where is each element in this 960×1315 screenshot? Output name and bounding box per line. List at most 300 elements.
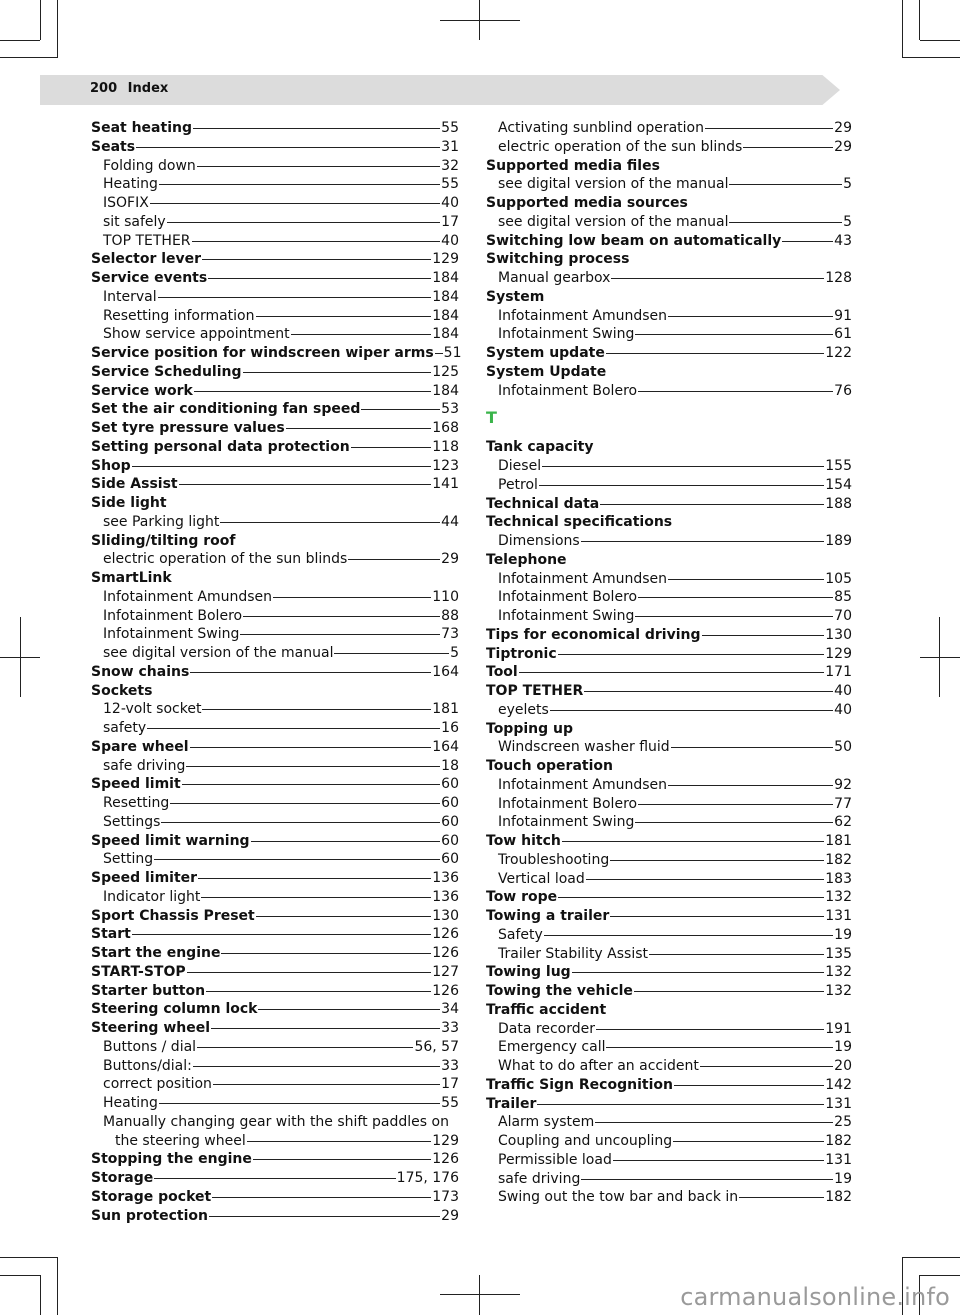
leader-line (606, 353, 824, 354)
leader-line (208, 278, 431, 279)
index-term: Sport Chassis Preset (91, 907, 255, 924)
index-term: Seat heating (91, 120, 192, 136)
leader-line (558, 654, 825, 655)
page-ref: 32 (441, 157, 459, 174)
index-entry (486, 438, 852, 457)
index-entry (91, 1150, 459, 1169)
leader-line (668, 785, 833, 786)
index-entry (91, 888, 459, 907)
leader-line (673, 1141, 824, 1142)
index-entry (486, 213, 852, 232)
leader-line (243, 372, 432, 373)
index-term: Service Scheduling (91, 363, 242, 380)
leader-line (202, 259, 431, 260)
index-entry (91, 363, 459, 382)
index-term: Snow chains (91, 663, 190, 680)
index-entry (91, 532, 459, 551)
leader-line (595, 1122, 833, 1123)
index-term: Technical specifications (486, 514, 673, 531)
leader-line (600, 504, 824, 505)
index-term: System Update (486, 363, 607, 380)
index-term: see digital version of the manual (498, 176, 729, 193)
index-entry (91, 400, 459, 419)
page-ref: 129 (432, 1132, 459, 1149)
index-entry (91, 982, 459, 1001)
index-term: Towing the vehicle (486, 983, 633, 999)
index-term: Trailer Stability Assist (498, 945, 649, 962)
leader-line (190, 747, 432, 748)
index-term: Speed limiter (91, 870, 198, 886)
index-entry (91, 344, 462, 363)
page-ref: 20 (834, 1058, 852, 1074)
index-term: Set the air conditioning fan speed (91, 401, 361, 418)
index-term: Traffic accident (486, 1001, 607, 1018)
index-term: see Parking light (103, 513, 220, 530)
leader-line (209, 1216, 440, 1217)
index-entry (91, 232, 459, 251)
leader-line (132, 934, 431, 935)
section-letter-text: T (486, 408, 497, 428)
index-term: sit safely (103, 213, 166, 230)
index-entry (486, 138, 852, 157)
index-entry (91, 325, 459, 344)
page-ref: 131 (825, 1151, 852, 1168)
index-term: Infotainment Swing (498, 326, 635, 343)
index-entry (486, 1113, 852, 1132)
page-ref: 126 (432, 982, 459, 999)
leader-line (243, 616, 440, 617)
page-ref: 55 (441, 120, 459, 136)
page-ref: 29 (834, 120, 852, 136)
index-term: safety (103, 720, 147, 736)
index-entry (91, 663, 459, 682)
leader-line (739, 1197, 824, 1198)
index-entry (91, 569, 459, 588)
leader-line (211, 1028, 440, 1029)
index-term: Trailer (486, 1095, 537, 1112)
leader-line (705, 128, 833, 129)
index-entry (91, 869, 459, 888)
page-ref: 31 (441, 138, 459, 155)
leader-line (198, 878, 431, 879)
leader-line (193, 128, 440, 129)
index-term: Start the engine (91, 945, 221, 961)
index-term: Infotainment Amundsen (498, 776, 668, 793)
index-term: electric operation of the sun blinds (498, 138, 743, 155)
leader-line (635, 822, 833, 823)
page-ref: 136 (432, 888, 459, 905)
index-entry (486, 832, 852, 851)
page-ref: 132 (825, 889, 852, 906)
index-term: Storage (91, 1170, 154, 1186)
page-ref: 55 (441, 1095, 459, 1111)
index-term: Sliding/tilting roof (91, 532, 236, 549)
index-entry (91, 269, 459, 288)
page-ref: 126 (432, 926, 459, 943)
page-ref: 135 (825, 945, 852, 962)
index-term: Permissible load (498, 1151, 612, 1168)
index-term: System (486, 288, 545, 305)
page-ref: 168 (432, 420, 459, 436)
page-ref: 171 (825, 664, 852, 681)
index-entry (91, 644, 459, 663)
index-term: see digital version of the manual (103, 645, 334, 661)
leader-line (435, 353, 443, 354)
index-term: Resetting information (103, 307, 255, 324)
leader-line (170, 803, 440, 804)
index-term: eyelets (498, 701, 549, 718)
page-ref: 5 (843, 213, 852, 230)
index-entry (91, 813, 459, 832)
index-term: Troubleshooting (498, 851, 610, 868)
leader-line (187, 972, 432, 973)
leader-line (635, 334, 833, 335)
page-ref: 184 (432, 288, 459, 305)
index-entry (486, 888, 852, 907)
leader-line (584, 691, 833, 692)
leader-line (671, 747, 834, 748)
index-term: Infotainment Amundsen (103, 588, 273, 605)
index-column-left (91, 119, 462, 1225)
index-term: Topping up (486, 720, 574, 737)
index-entry (91, 625, 459, 644)
page-ref: 164 (432, 738, 459, 755)
index-entry (486, 551, 852, 570)
page-ref: 25 (834, 1114, 852, 1131)
index-term: Infotainment Swing (498, 608, 635, 624)
page-ref: 184 (432, 270, 459, 286)
page-ref: 191 (825, 1020, 852, 1037)
page-ref: 175, 176 (396, 1170, 459, 1186)
page-ref: 61 (834, 326, 852, 343)
index-term: Tow hitch (486, 833, 561, 849)
leader-line (558, 897, 824, 898)
index-term: TOP TETHER (103, 232, 191, 249)
leader-line (154, 859, 440, 860)
index-entry (486, 325, 852, 344)
watermark: carmanualsonline.info (680, 1283, 950, 1311)
index-entry (486, 682, 852, 701)
index-entry (486, 232, 852, 251)
page-ref: 16 (441, 720, 459, 736)
page-ref: 126 (432, 1151, 459, 1168)
page-ref: 53 (441, 401, 459, 418)
leader-line (202, 709, 431, 710)
leader-line (201, 897, 431, 898)
leader-line (159, 184, 440, 185)
leader-line (161, 822, 440, 823)
index-term: Traffic Sign Recognition (486, 1076, 673, 1093)
index-term: Interval (103, 288, 157, 305)
index-term: Tool (486, 664, 518, 681)
leader-line (542, 466, 824, 467)
section-letter (486, 406, 852, 430)
page-ref: 127 (432, 963, 459, 980)
leader-line (729, 184, 842, 185)
index-entry (91, 438, 459, 457)
index-entry (91, 138, 459, 157)
page-ref: 44 (441, 513, 459, 530)
leader-line (700, 1066, 833, 1067)
index-entry (91, 682, 459, 701)
page-ref: 155 (825, 458, 852, 474)
index-term: Diesel (498, 458, 542, 474)
index-term: Seats (91, 138, 136, 155)
index-term: Windscreen washer fluid (498, 739, 670, 756)
index-term: Speed limit (91, 776, 181, 793)
index-entry (91, 1057, 459, 1076)
page-ref: 60 (441, 851, 459, 868)
index-entry (486, 907, 852, 926)
leader-line (286, 428, 432, 429)
index-term: TOP TETHER (486, 683, 584, 699)
index-entry (91, 719, 459, 738)
page-ref: 129 (432, 251, 459, 268)
index-entry (91, 157, 459, 176)
index-entry (486, 119, 852, 138)
page-ref: 181 (432, 701, 459, 718)
index-entry (91, 850, 459, 869)
index-term: Tiptronic (486, 645, 557, 662)
page-ref: 131 (825, 908, 852, 924)
index-term: Settings (103, 813, 161, 830)
index-entry (486, 701, 852, 720)
index-entry (486, 344, 852, 363)
leader-line (291, 334, 432, 335)
page-ref: 181 (825, 833, 852, 849)
index-term: Setting (103, 851, 154, 868)
leader-line (638, 391, 833, 392)
index-term: Towing lug (486, 964, 571, 981)
page-header (90, 81, 168, 96)
page-ref: 88 (441, 607, 459, 624)
index-entry (486, 1057, 852, 1076)
leader-line (194, 391, 431, 392)
leader-line (729, 222, 842, 223)
page-ref: 182 (825, 1133, 852, 1149)
index-entry (91, 250, 459, 269)
index-entry (91, 475, 459, 494)
index-term: correct position (103, 1076, 212, 1093)
leader-line (519, 672, 825, 673)
page-ref: 18 (441, 757, 459, 774)
leader-line (258, 1009, 440, 1010)
page-ref: 5 (450, 645, 459, 661)
page-ref: 126 (432, 945, 459, 961)
leader-line (220, 522, 440, 523)
index-entry (486, 288, 852, 307)
index-term: Infotainment Swing (498, 814, 635, 831)
index-term: 12-volt socket (103, 701, 202, 718)
index-term: Tank capacity (486, 439, 594, 456)
page-ref: 173 (432, 1188, 459, 1205)
index-entry (486, 1076, 852, 1095)
leader-line (634, 991, 824, 992)
page-ref: 19 (834, 1039, 852, 1056)
leader-line (611, 278, 824, 279)
page-ref: 62 (834, 814, 852, 831)
page-ref: 40 (441, 195, 459, 211)
index-entry (91, 963, 459, 982)
page-ref: 110 (432, 588, 459, 605)
index-term: Switching process (486, 251, 630, 268)
index-term: Infotainment Bolero (103, 607, 243, 624)
index-term: Service work (91, 382, 193, 399)
leader-line (649, 954, 824, 955)
index-entry (91, 213, 459, 232)
leader-line (610, 916, 824, 917)
page-ref: 132 (825, 964, 852, 981)
index-entry (486, 457, 852, 476)
index-term: Set tyre pressure values (91, 420, 285, 436)
leader-line (167, 222, 440, 223)
page-ref: 142 (825, 1076, 852, 1093)
index-term: Start (91, 926, 131, 943)
leader-line (702, 635, 825, 636)
leader-line (613, 1160, 824, 1161)
index-entry (486, 157, 852, 176)
index-entry (91, 757, 459, 776)
index-term: START-STOP (91, 963, 186, 980)
index-term: Infotainment Swing (103, 626, 240, 643)
page-ref: 70 (834, 608, 852, 624)
index-entry (486, 945, 852, 964)
index-entry (91, 494, 459, 513)
index-entry (486, 532, 852, 551)
page-ref: 118 (432, 438, 459, 455)
index-term: the steering wheel (115, 1132, 246, 1149)
page-ref: 136 (432, 870, 459, 886)
index-entry (486, 626, 852, 645)
index-term: Infotainment Bolero (498, 382, 638, 399)
index-term: Steering wheel (91, 1020, 211, 1036)
index-term: Infotainment Amundsen (498, 307, 668, 324)
page-ref: 60 (441, 795, 459, 811)
index-entry (91, 794, 459, 813)
page-ref: 76 (834, 382, 852, 399)
index-term: Telephone (486, 551, 567, 568)
leader-line (253, 1159, 431, 1160)
index-entry (91, 1207, 459, 1226)
index-term: Manual gearbox (498, 270, 611, 286)
index-term: safe driving (498, 1170, 581, 1187)
index-entry (486, 1132, 852, 1151)
leader-line (182, 784, 441, 785)
page-ref: 33 (441, 1020, 459, 1036)
index-term: Show service appointment (103, 326, 290, 343)
index-entry (486, 307, 852, 326)
index-entry (91, 775, 459, 794)
index-entry (91, 1188, 459, 1207)
index-entry (486, 645, 852, 664)
leader-line (638, 597, 833, 598)
index-term: Data recorder (498, 1020, 595, 1037)
leader-line (668, 579, 824, 580)
index-entry (486, 476, 852, 495)
page-ref: 130 (825, 626, 852, 643)
index-term: Sockets (91, 682, 153, 699)
index-entry (486, 1188, 852, 1207)
index-term: Buttons / dial (103, 1038, 197, 1055)
index-column-right (486, 119, 852, 1207)
index-term: ISOFIX (103, 195, 149, 211)
leader-line (638, 804, 833, 805)
index-entry (91, 288, 459, 307)
leader-line (197, 166, 440, 167)
index-term: Technical data (486, 495, 600, 512)
index-entry (486, 776, 852, 795)
index-term: Starter button (91, 982, 206, 999)
index-entry (91, 382, 459, 401)
index-entry (486, 607, 852, 626)
index-entry (486, 1001, 852, 1020)
leader-line (581, 541, 825, 542)
index-entry (486, 1151, 852, 1170)
index-entry (91, 513, 459, 532)
index-term: Stopping the engine (91, 1151, 252, 1168)
page-ref: 125 (432, 363, 459, 380)
index-term: Tips for economical driving (486, 626, 701, 643)
leader-line (197, 1047, 413, 1048)
page-ref: 40 (834, 701, 852, 718)
page-ref: 184 (432, 326, 459, 343)
leader-line (334, 653, 449, 654)
index-entry (486, 757, 852, 776)
index-entry (91, 607, 459, 626)
index-term: Supported media files (486, 157, 660, 174)
index-term: Heating (103, 176, 158, 193)
index-entry (486, 588, 852, 607)
index-term: Supported media sources (486, 195, 688, 211)
index-entry (91, 1094, 459, 1113)
index-term: Infotainment Amundsen (498, 570, 668, 587)
leader-line (179, 484, 432, 485)
index-entry (486, 1038, 852, 1057)
page-ref: 29 (441, 1207, 459, 1224)
leader-line (537, 1104, 824, 1105)
page-ref: 129 (825, 645, 852, 662)
index-entry (486, 194, 852, 213)
index-entry (486, 963, 852, 982)
index-entry (486, 1020, 852, 1039)
index-term: Towing a trailer (486, 908, 610, 924)
index-term: Spare wheel (91, 738, 189, 755)
leader-line (154, 1178, 395, 1179)
page-ref: 184 (432, 307, 459, 324)
index-entry (486, 663, 852, 682)
page-ref: 51 (443, 345, 462, 361)
index-term: SmartLink (91, 570, 172, 586)
index-term: Coupling and uncoupling (498, 1133, 673, 1149)
index-term: Touch operation (486, 758, 613, 774)
index-term: Setting personal data protection (91, 438, 350, 455)
leader-line (539, 485, 824, 486)
leader-line (147, 728, 440, 729)
index-term: Swing out the tow bar and back in (498, 1189, 739, 1206)
index-entry (91, 907, 459, 926)
index-entry (91, 1169, 459, 1188)
page-ref: 60 (441, 832, 459, 849)
index-entry (91, 832, 459, 851)
index-entry (91, 1000, 459, 1019)
leader-line (596, 1029, 824, 1030)
index-entry (486, 720, 852, 739)
leader-line (190, 672, 431, 673)
index-entry (91, 738, 459, 757)
index-term: What to do after an accident (498, 1058, 699, 1074)
leader-line (606, 1047, 833, 1048)
index-entry (486, 363, 852, 382)
